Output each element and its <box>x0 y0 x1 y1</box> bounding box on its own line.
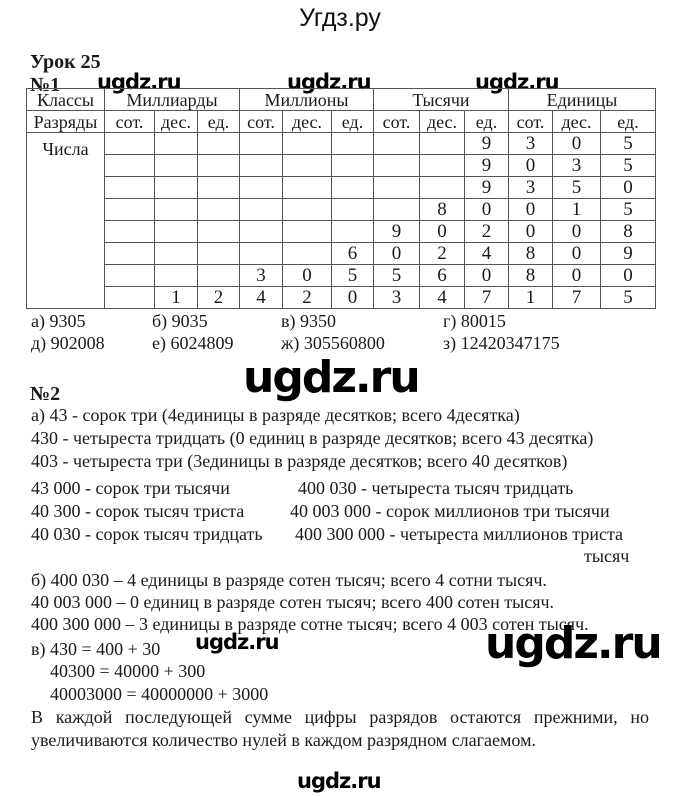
digit-cell <box>332 133 374 155</box>
digit-cell <box>420 133 465 155</box>
part-a-line: а) 43 - сорок три (4единицы в разряде десятков; всего 4десятка) <box>31 405 520 425</box>
classes-row <box>27 89 656 111</box>
lesson-title: Урок 25 <box>30 51 101 73</box>
number-name-right-wrap: тысяч <box>584 546 630 566</box>
digit-cell: 1 <box>553 199 601 221</box>
digit-cell <box>198 199 240 221</box>
digit-cell <box>240 155 283 177</box>
digit-cell: 3 <box>509 177 553 199</box>
digit-cell <box>240 177 283 199</box>
class-units: Единицы <box>509 89 656 111</box>
digit-cell: 1 <box>509 287 553 309</box>
digit-cell <box>155 177 198 199</box>
watermark: ugdz.ru <box>97 70 181 94</box>
number-name-left: 40 030 - сорок тысяч тридцать <box>31 524 263 544</box>
digit-cell: 0 <box>553 133 601 155</box>
digit-cell: 0 <box>420 221 465 243</box>
number-row <box>27 177 656 199</box>
rank-cell: сот. <box>509 111 553 133</box>
ranks-header: Разряды <box>27 111 105 133</box>
part-a-line: 403 - четыреста три (3единицы в разряде десятков; всего 40 десятков) <box>31 451 568 471</box>
rank-cell: дес. <box>553 111 601 133</box>
digit-cell: 7 <box>465 287 509 309</box>
digit-cell <box>105 265 155 287</box>
number-row <box>27 265 656 287</box>
digit-cell <box>374 199 420 221</box>
part-b-line: б) 400 030 – 4 единицы в разряде сотен тысяч; всего 4 сотни тысяч. <box>31 570 547 590</box>
rank-cell: ед. <box>332 111 374 133</box>
digit-cell: 6 <box>420 265 465 287</box>
digit-cell <box>198 221 240 243</box>
answer-e: е) 6024809 <box>152 333 234 353</box>
digit-cell: 5 <box>601 155 656 177</box>
digit-cell: 0 <box>553 243 601 265</box>
rank-cell: дес. <box>420 111 465 133</box>
digit-cell <box>332 177 374 199</box>
digit-cell: 2 <box>420 243 465 265</box>
watermark: ugdz.ru <box>485 618 661 669</box>
rank-cell: дес. <box>155 111 198 133</box>
number-row <box>27 243 656 265</box>
site-title: Угдз.ру <box>299 4 381 32</box>
digit-cell: 4 <box>420 287 465 309</box>
number-name-left: 43 000 - сорок три тысячи <box>31 478 230 498</box>
numbers-label: Числа <box>27 133 105 309</box>
digit-cell: 0 <box>601 265 656 287</box>
digit-cell <box>155 221 198 243</box>
watermark: ugdz.ru <box>475 70 559 94</box>
digit-cell <box>283 199 332 221</box>
digit-cell <box>420 155 465 177</box>
conclusion-line: увеличиваются количество нулей в каждом разрядном слагаемом. <box>31 730 536 750</box>
digit-cell <box>105 221 155 243</box>
digit-cell <box>283 243 332 265</box>
class-millions: Миллионы <box>240 89 374 111</box>
digit-cell <box>198 243 240 265</box>
number-row <box>27 199 656 221</box>
watermark: ugdz.ru <box>287 70 371 94</box>
digit-cell: 2 <box>465 221 509 243</box>
rank-cell: дес. <box>283 111 332 133</box>
answer-a: а) 9305 <box>31 311 86 331</box>
digit-cell: 0 <box>374 243 420 265</box>
part-a-line: 430 - четыреста тридцать (0 единиц в разряде десятков; всего 43 десятка) <box>31 428 594 448</box>
digit-cell <box>105 287 155 309</box>
digit-cell: 0 <box>509 221 553 243</box>
number-row <box>27 221 656 243</box>
ranks-row <box>27 111 656 133</box>
digit-cell <box>240 199 283 221</box>
digit-cell: 0 <box>553 265 601 287</box>
digit-cell <box>105 199 155 221</box>
rank-cell: ед. <box>601 111 656 133</box>
rank-cell: сот. <box>374 111 420 133</box>
digit-cell <box>105 155 155 177</box>
digit-cell <box>332 221 374 243</box>
digit-cell: 8 <box>601 221 656 243</box>
digit-cell <box>240 243 283 265</box>
answer-g: г) 80015 <box>443 311 506 331</box>
digit-cell: 0 <box>332 287 374 309</box>
digit-cell: 5 <box>601 199 656 221</box>
digit-cell: 3 <box>240 265 283 287</box>
digit-cell <box>283 177 332 199</box>
digit-cell <box>155 199 198 221</box>
digit-cell: 0 <box>553 221 601 243</box>
number-row <box>27 287 656 309</box>
digit-cell: 9 <box>601 243 656 265</box>
digit-cell <box>198 155 240 177</box>
conclusion-line: В каждой последующей сумме цифры разрядов остаются прежними, но <box>31 707 649 727</box>
digit-cell <box>332 155 374 177</box>
digit-cell <box>155 243 198 265</box>
digit-cell: 3 <box>374 287 420 309</box>
digit-cell: 5 <box>601 133 656 155</box>
class-billions: Миллиарды <box>105 89 240 111</box>
rank-cell: сот. <box>105 111 155 133</box>
rank-cell: сот. <box>240 111 283 133</box>
place-value-table <box>26 88 656 309</box>
part-c-line: в) 430 = 400 + 30 <box>31 639 161 659</box>
watermark: ugdz.ru <box>243 352 419 403</box>
digit-cell: 0 <box>509 155 553 177</box>
digit-cell <box>105 133 155 155</box>
task-1-number: №1 <box>30 74 61 96</box>
digit-cell: 8 <box>509 265 553 287</box>
digit-cell <box>155 155 198 177</box>
digit-cell <box>374 177 420 199</box>
answer-zh: ж) 305560800 <box>281 333 385 353</box>
digit-cell: 3 <box>509 133 553 155</box>
digit-cell: 3 <box>553 155 601 177</box>
digit-cell: 6 <box>332 243 374 265</box>
number-name-right: 400 300 000 - четыреста миллионов триста <box>295 524 624 544</box>
number-name-left: 40 300 - сорок тысяч триста <box>31 501 245 521</box>
digit-cell: 0 <box>509 199 553 221</box>
part-b-line: 40 003 000 – 0 единиц в разряде сотен тысяч; всего 400 сотен тысяч. <box>31 592 555 612</box>
digit-cell <box>283 221 332 243</box>
number-row <box>27 133 656 155</box>
digit-cell: 0 <box>465 265 509 287</box>
answer-d: д) 902008 <box>31 333 105 353</box>
digit-cell: 5 <box>332 265 374 287</box>
digit-cell <box>105 177 155 199</box>
number-name-right: 40 003 000 - сорок миллионов три тысячи <box>290 501 610 521</box>
digit-cell <box>198 177 240 199</box>
digit-cell: 8 <box>509 243 553 265</box>
watermark: ugdz.ru <box>195 630 279 654</box>
part-c-line: 40300 = 40000 + 300 <box>50 661 206 681</box>
digit-cell <box>374 133 420 155</box>
digit-cell: 9 <box>374 221 420 243</box>
digit-cell: 0 <box>601 177 656 199</box>
part-c-line: 40003000 = 40000000 + 3000 <box>50 684 269 704</box>
digit-cell: 1 <box>155 287 198 309</box>
digit-cell: 4 <box>240 287 283 309</box>
number-row <box>27 155 656 177</box>
digit-cell: 0 <box>465 199 509 221</box>
digit-cell: 5 <box>601 287 656 309</box>
digit-cell: 9 <box>465 155 509 177</box>
task-2-number: №2 <box>30 383 61 405</box>
rank-cell: ед. <box>465 111 509 133</box>
part-b-line: 400 300 000 – 3 единицы в разряде сотне тысяч; всего 4 003 сотен тысяч. <box>31 614 589 634</box>
digit-cell: 0 <box>283 265 332 287</box>
answer-v: в) 9350 <box>281 311 336 331</box>
digit-cell: 7 <box>553 287 601 309</box>
digit-cell <box>198 265 240 287</box>
digit-cell <box>240 133 283 155</box>
digit-cell <box>374 155 420 177</box>
watermark: ugdz.ru <box>297 769 381 793</box>
digit-cell <box>240 221 283 243</box>
digit-cell: 2 <box>198 287 240 309</box>
digit-cell <box>105 243 155 265</box>
digit-cell <box>198 133 240 155</box>
digit-cell <box>283 155 332 177</box>
digit-cell <box>420 177 465 199</box>
digit-cell: 9 <box>465 177 509 199</box>
digit-cell: 2 <box>283 287 332 309</box>
digit-cell: 4 <box>465 243 509 265</box>
digit-cell <box>283 133 332 155</box>
digit-cell <box>155 265 198 287</box>
digit-cell: 9 <box>465 133 509 155</box>
digit-cell: 5 <box>374 265 420 287</box>
digit-cell: 8 <box>420 199 465 221</box>
class-thousands: Тысячи <box>374 89 509 111</box>
classes-header: Классы <box>27 89 105 111</box>
digit-cell <box>332 199 374 221</box>
digit-cell: 5 <box>553 177 601 199</box>
rank-cell: ед. <box>198 111 240 133</box>
answer-b: б) 9035 <box>152 311 208 331</box>
digit-cell <box>155 133 198 155</box>
answer-z: з) 12420347175 <box>443 333 560 353</box>
number-name-right: 400 030 - четыреста тысяч тридцать <box>298 478 574 498</box>
